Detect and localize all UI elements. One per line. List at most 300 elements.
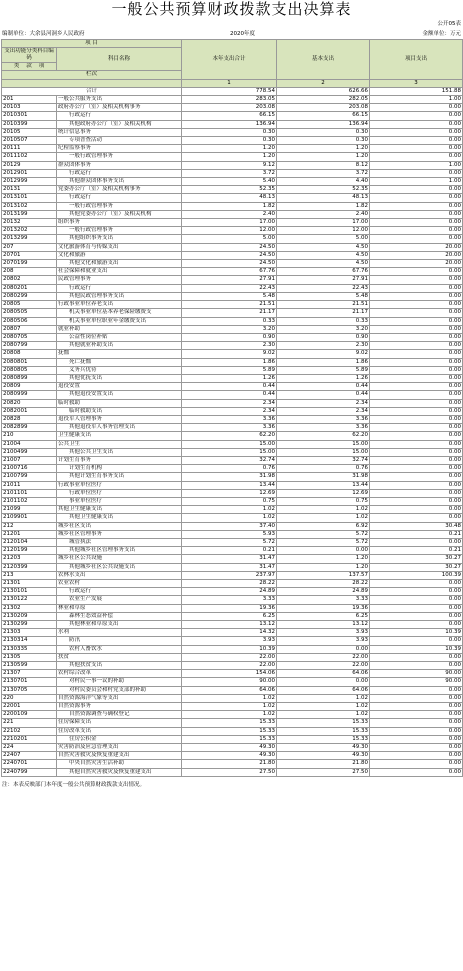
row-name: 城乡社区公共设施 (57, 555, 182, 563)
row-total: 15.33 (182, 735, 277, 743)
table-row (2, 342, 463, 350)
row-total: 12.69 (182, 489, 277, 497)
row-code: 2010301 (2, 112, 57, 120)
row-code: 22001 (2, 703, 57, 711)
row-basic: 0.30 (277, 137, 370, 145)
row-code: 20129 (2, 161, 57, 169)
row-total: 15.00 (182, 448, 277, 456)
row-total: 15.33 (182, 719, 277, 727)
row-code: 220 (2, 694, 57, 702)
table-row (2, 596, 463, 604)
row-code: 2080899 (2, 374, 57, 382)
row-project: 20.00 (370, 243, 463, 251)
row-name: 其他退役军人事务管理支出 (57, 424, 182, 432)
row-basic: 21.51 (277, 301, 370, 309)
row-project: 10.39 (370, 629, 463, 637)
table-row (2, 374, 463, 382)
row-basic: 1.20 (277, 563, 370, 571)
row-code: 2130299 (2, 621, 57, 629)
table-row (2, 465, 463, 473)
row-basic: 27.50 (277, 768, 370, 776)
row-basic: 1.02 (277, 514, 370, 522)
row-project: 0.00 (370, 383, 463, 391)
table-row (2, 440, 463, 448)
row-total: 52.35 (182, 186, 277, 194)
row-project: 0.00 (370, 407, 463, 415)
row-total: 5.00 (182, 235, 277, 243)
row-total: 28.22 (182, 580, 277, 588)
row-basic: 1.86 (277, 358, 370, 366)
row-code: 20820 (2, 399, 57, 407)
row-code: 2080705 (2, 333, 57, 341)
row-basic: 48.13 (277, 194, 370, 202)
row-project: 0.00 (370, 653, 463, 661)
row-code: 2013102 (2, 202, 57, 210)
row-basic: 15.33 (277, 735, 370, 743)
row-code: 2012901 (2, 169, 57, 177)
row-name: 一般行政管理事务 (57, 202, 182, 210)
row-total: 67.76 (182, 268, 277, 276)
row-name: 其他文化和旅游支出 (57, 260, 182, 268)
row-basic: 8.12 (277, 161, 370, 169)
row-total: 19.36 (182, 604, 277, 612)
header-project: 项 目 (2, 40, 182, 48)
table-row (2, 432, 463, 440)
table-row (2, 202, 463, 210)
expenditure-table (1, 39, 463, 777)
row-basic: 0.75 (277, 497, 370, 505)
row-basic: 137.57 (277, 571, 370, 579)
row-basic: 13.44 (277, 481, 370, 489)
row-name: 机关事业单位职业年金缴费支出 (57, 317, 182, 325)
row-code: 21011 (2, 481, 57, 489)
table-row (2, 735, 463, 743)
table-row (2, 563, 463, 571)
row-project: 0.00 (370, 588, 463, 596)
row-basic: 3.33 (277, 596, 370, 604)
row-project: 0.00 (370, 752, 463, 760)
row-project: 0.00 (370, 456, 463, 464)
row-basic: 5.89 (277, 366, 370, 374)
row-project: 0.00 (370, 186, 463, 194)
row-code: 2080805 (2, 366, 57, 374)
row-name: 卫生健康支出 (57, 432, 182, 440)
row-name: 义务兵优待 (57, 366, 182, 374)
table-row (2, 366, 463, 374)
row-basic: 15.00 (277, 448, 370, 456)
row-basic: 62.20 (277, 432, 370, 440)
row-total: 32.74 (182, 456, 277, 464)
row-name: 城管执法 (57, 538, 182, 546)
row-project: 0.00 (370, 506, 463, 514)
row-total: 1.02 (182, 514, 277, 522)
row-basic: 0.76 (277, 465, 370, 473)
table-row (2, 481, 463, 489)
row-project: 0.00 (370, 760, 463, 768)
row-total: 24.50 (182, 251, 277, 259)
header-row-project (2, 40, 463, 48)
row-code: 20808 (2, 350, 57, 358)
table-row (2, 588, 463, 596)
row-code: 2130705 (2, 686, 57, 694)
table-row (2, 456, 463, 464)
row-project: 0.21 (370, 547, 463, 555)
row-total: 5.40 (182, 178, 277, 186)
row-project: 0.00 (370, 686, 463, 694)
row-code: 2082899 (2, 424, 57, 432)
row-basic: 4.40 (277, 178, 370, 186)
row-code: 2080801 (2, 358, 57, 366)
row-basic: 6.25 (277, 612, 370, 620)
header-xiang: 项 (38, 63, 45, 70)
row-basic: 49.30 (277, 752, 370, 760)
row-code: 2011102 (2, 153, 57, 161)
row-project: 0.00 (370, 268, 463, 276)
row-code: 20809 (2, 383, 57, 391)
row-code: 2013299 (2, 235, 57, 243)
row-code: 2080799 (2, 342, 57, 350)
row-code: 2101102 (2, 497, 57, 505)
row-name: 文化和旅游 (57, 251, 182, 259)
table-row (2, 227, 463, 235)
row-code: 2120199 (2, 547, 57, 555)
row-name: 自然资源调查与确权登记 (57, 711, 182, 719)
row-code: 2070199 (2, 260, 57, 268)
row-basic: 24.89 (277, 588, 370, 596)
row-project: 0.00 (370, 284, 463, 292)
row-total: 0.30 (182, 128, 277, 136)
row-code: 21302 (2, 604, 57, 612)
row-name: 自然资源海洋气象等支出 (57, 694, 182, 702)
row-name: 其他城乡社区管理事务支出 (57, 547, 182, 555)
row-total: 2.30 (182, 342, 277, 350)
row-project: 0.00 (370, 317, 463, 325)
table-row (2, 178, 463, 186)
row-name: 住房公积金 (57, 735, 182, 743)
row-project: 0.00 (370, 473, 463, 481)
row-name: 中央自然灾害生活补助 (57, 760, 182, 768)
row-code: 221 (2, 719, 57, 727)
compiling-unit: 编制单位：大余县河洞乡人民政府 (2, 31, 85, 37)
table-row (2, 678, 463, 686)
row-project: 0.00 (370, 169, 463, 177)
row-code: 2100499 (2, 448, 57, 456)
row-project: 0.00 (370, 637, 463, 645)
row-name: 抚恤 (57, 350, 182, 358)
header-col1: 1 (182, 79, 277, 87)
row-basic: 22.00 (277, 653, 370, 661)
row-name: 行政运行 (57, 112, 182, 120)
row-project: 0.00 (370, 194, 463, 202)
row-basic: 3.36 (277, 415, 370, 423)
row-name: 对村民一事一议的补助 (57, 678, 182, 686)
row-code: 21303 (2, 629, 57, 637)
table-row (2, 153, 463, 161)
table-row (2, 686, 463, 694)
row-project: 0.21 (370, 530, 463, 538)
row-total: 27.50 (182, 768, 277, 776)
total-basic: 626.66 (277, 87, 370, 95)
header-func-code: 支出功能分类科目编码 (2, 48, 57, 63)
row-project: 0.00 (370, 120, 463, 128)
header-row-colnum (2, 79, 463, 87)
row-name: 临时救助 (57, 399, 182, 407)
row-basic: 13.12 (277, 621, 370, 629)
row-basic: 1.02 (277, 711, 370, 719)
row-name: 组织事务 (57, 219, 182, 227)
row-basic: 2.34 (277, 407, 370, 415)
row-total: 62.20 (182, 432, 277, 440)
row-total: 1.86 (182, 358, 277, 366)
row-basic: 0.30 (277, 128, 370, 136)
row-code: 20103 (2, 104, 57, 112)
table-row (2, 760, 463, 768)
row-total: 64.06 (182, 686, 277, 694)
row-project: 0.00 (370, 415, 463, 423)
row-total: 5.48 (182, 292, 277, 300)
header-col3: 3 (370, 79, 463, 87)
row-basic: 28.22 (277, 580, 370, 588)
row-basic: 3.36 (277, 424, 370, 432)
row-basic: 2.34 (277, 399, 370, 407)
row-total: 0.90 (182, 333, 277, 341)
row-project: 0.00 (370, 350, 463, 358)
row-name: 其他自然灾害救灾及恢复重建支出 (57, 768, 182, 776)
table-row (2, 358, 463, 366)
row-total: 1.20 (182, 153, 277, 161)
row-basic: 4.50 (277, 251, 370, 259)
row-code: 2013199 (2, 210, 57, 218)
row-code: 2120399 (2, 563, 57, 571)
row-name: 扶贫 (57, 653, 182, 661)
table-row (2, 194, 463, 202)
row-basic: 15.33 (277, 719, 370, 727)
row-project: 0.00 (370, 309, 463, 317)
row-total: 3.33 (182, 596, 277, 604)
table-row (2, 309, 463, 317)
row-code: 21203 (2, 555, 57, 563)
row-project: 0.00 (370, 465, 463, 473)
table-row (2, 530, 463, 538)
total-row (2, 87, 463, 95)
row-project: 0.00 (370, 219, 463, 227)
row-code: 2080505 (2, 309, 57, 317)
table-row (2, 645, 463, 653)
row-basic: 282.05 (277, 96, 370, 104)
row-project: 0.00 (370, 137, 463, 145)
table-row (2, 653, 463, 661)
row-basic: 5.72 (277, 538, 370, 546)
row-basic: 15.33 (277, 727, 370, 735)
row-project: 1.00 (370, 178, 463, 186)
row-basic: 12.69 (277, 489, 370, 497)
row-basic: 12.00 (277, 227, 370, 235)
row-total: 5.72 (182, 538, 277, 546)
row-total: 3.93 (182, 637, 277, 645)
row-total: 2.34 (182, 407, 277, 415)
row-name: 住房改革支出 (57, 727, 182, 735)
row-project: 1.00 (370, 161, 463, 169)
table-row (2, 612, 463, 620)
row-project: 0.00 (370, 481, 463, 489)
row-name: 农林水支出 (57, 571, 182, 579)
row-total: 10.39 (182, 645, 277, 653)
table-row (2, 662, 463, 670)
row-code: 208 (2, 268, 57, 276)
row-code: 210 (2, 432, 57, 440)
row-basic: 67.76 (277, 268, 370, 276)
row-basic: 3.93 (277, 629, 370, 637)
row-name: 其他党委办公厅（室）及相关机构 (57, 210, 182, 218)
row-project: 0.00 (370, 276, 463, 284)
row-name: 农村综合改革 (57, 670, 182, 678)
row-total: 1.02 (182, 703, 277, 711)
row-project: 0.00 (370, 227, 463, 235)
row-project: 0.00 (370, 153, 463, 161)
row-code: 21099 (2, 506, 57, 514)
row-total: 9.02 (182, 350, 277, 358)
row-basic: 49.30 (277, 744, 370, 752)
row-code: 21307 (2, 670, 57, 678)
row-basic: 6.92 (277, 522, 370, 530)
row-name: 其他组织事务支出 (57, 235, 182, 243)
row-total: 237.97 (182, 571, 277, 579)
row-project: 90.00 (370, 670, 463, 678)
row-name: 行政运行 (57, 194, 182, 202)
row-basic: 0.00 (277, 678, 370, 686)
row-code: 2101101 (2, 489, 57, 497)
row-name: 机关事业单位基本养老保险缴费支 (57, 309, 182, 317)
total-value: 778.54 (182, 87, 277, 95)
row-basic: 0.44 (277, 383, 370, 391)
row-code: 20105 (2, 128, 57, 136)
table-row (2, 284, 463, 292)
row-project: 0.00 (370, 104, 463, 112)
row-name: 其他扶贫支出 (57, 662, 182, 670)
row-total: 1.82 (182, 202, 277, 210)
table-row (2, 629, 463, 637)
row-code: 2130101 (2, 588, 57, 596)
row-basic: 1.02 (277, 694, 370, 702)
row-name: 一般公共服务支出 (57, 96, 182, 104)
row-name: 党委办公厅（室）及相关机构事务 (57, 186, 182, 194)
fiscal-year: 2020年度 (230, 31, 255, 37)
table-row (2, 317, 463, 325)
row-project: 0.00 (370, 366, 463, 374)
row-project: 0.00 (370, 662, 463, 670)
row-total: 3.36 (182, 424, 277, 432)
table-row (2, 637, 463, 645)
row-basic: 4.50 (277, 243, 370, 251)
row-basic: 203.08 (277, 104, 370, 112)
row-total: 283.05 (182, 96, 277, 104)
table-row (2, 506, 463, 514)
row-basic: 0.00 (277, 645, 370, 653)
row-total: 15.33 (182, 727, 277, 735)
row-name: 其他退役安置支出 (57, 391, 182, 399)
row-code: 2080506 (2, 317, 57, 325)
row-code: 20805 (2, 301, 57, 309)
row-basic: 1.02 (277, 506, 370, 514)
row-name: 公益性岗位补贴 (57, 333, 182, 341)
row-basic: 2.30 (277, 342, 370, 350)
row-basic: 64.06 (277, 670, 370, 678)
row-basic: 27.91 (277, 276, 370, 284)
row-total: 2.34 (182, 399, 277, 407)
row-basic: 136.94 (277, 120, 370, 128)
row-basic: 15.00 (277, 440, 370, 448)
row-code: 2082001 (2, 407, 57, 415)
row-total: 9.12 (182, 161, 277, 169)
row-basic: 1.26 (277, 374, 370, 382)
row-total: 5.93 (182, 530, 277, 538)
row-code: 2130335 (2, 645, 57, 653)
row-code: 2120104 (2, 538, 57, 546)
row-code: 2130701 (2, 678, 57, 686)
row-code: 22407 (2, 752, 57, 760)
row-name: 计划生育事务 (57, 456, 182, 464)
row-name: 其他公共卫生支出 (57, 448, 182, 456)
row-project: 0.00 (370, 768, 463, 776)
table-row (2, 219, 463, 227)
row-name: 其他计划生育事务支出 (57, 473, 182, 481)
row-code: 20111 (2, 145, 57, 153)
row-project: 30.27 (370, 555, 463, 563)
row-project: 0.00 (370, 292, 463, 300)
row-project: 0.00 (370, 374, 463, 382)
row-code: 2130209 (2, 612, 57, 620)
row-basic: 22.43 (277, 284, 370, 292)
row-project: 0.00 (370, 432, 463, 440)
row-project: 0.00 (370, 489, 463, 497)
row-basic: 5.48 (277, 292, 370, 300)
row-name: 其他就业补助支出 (57, 342, 182, 350)
table-row (2, 350, 463, 358)
row-project: 0.00 (370, 497, 463, 505)
row-total: 136.94 (182, 120, 277, 128)
row-project: 20.00 (370, 260, 463, 268)
row-name: 退役安置 (57, 383, 182, 391)
header-kuan: 款 (26, 63, 32, 70)
row-basic: 3.93 (277, 637, 370, 645)
row-project: 0.00 (370, 440, 463, 448)
row-total: 0.75 (182, 497, 277, 505)
row-name: 文化旅游体育与传媒支出 (57, 243, 182, 251)
row-basic: 2.40 (277, 210, 370, 218)
row-total: 0.21 (182, 547, 277, 555)
row-project: 0.00 (370, 744, 463, 752)
row-name: 自然资源事务 (57, 703, 182, 711)
row-project: 0.00 (370, 301, 463, 309)
row-basic: 1.20 (277, 145, 370, 153)
row-basic: 5.00 (277, 235, 370, 243)
row-name: 农村人畜饮水 (57, 645, 182, 653)
row-project: 0.00 (370, 325, 463, 333)
row-basic: 3.20 (277, 325, 370, 333)
row-total: 37.40 (182, 522, 277, 530)
row-name: 事业单位医疗 (57, 497, 182, 505)
row-name: 统计信息事务 (57, 128, 182, 136)
table-row (2, 670, 463, 678)
row-name: 住房保障支出 (57, 719, 182, 727)
row-basic: 1.82 (277, 202, 370, 210)
row-code: 2240701 (2, 760, 57, 768)
table-row (2, 96, 463, 104)
row-basic: 1.02 (277, 703, 370, 711)
row-total: 66.15 (182, 112, 277, 120)
row-project: 0.00 (370, 719, 463, 727)
row-project: 30.27 (370, 563, 463, 571)
